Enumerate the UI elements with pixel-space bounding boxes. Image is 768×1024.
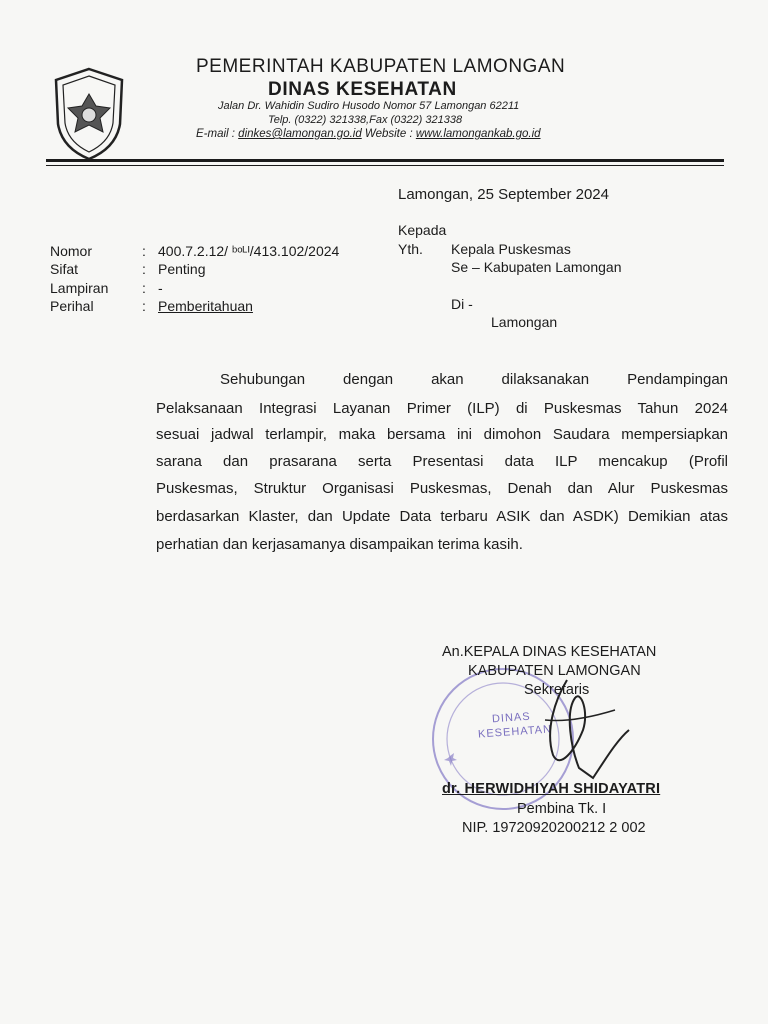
email-link[interactable]: dinkes@lamongan.go.id [238, 128, 362, 140]
body-line: berdasarkan Klaster, dan Update Data terbaru ASIK dan ASDK) Demikian atas [156, 508, 728, 525]
website-link[interactable]: www.lamongankab.go.id [415, 128, 541, 140]
kepada-label: Kepada [398, 222, 447, 238]
meta-colon: : [142, 261, 146, 277]
meta-lampiran-value: - [158, 280, 163, 296]
meta-perihal-value: Pemberitahuan [158, 298, 253, 314]
letterhead-phone: Telp. (0322) 321338,Fax (0322) 321338 [268, 114, 463, 126]
letterhead-agency: DINAS KESEHATAN [268, 79, 457, 100]
signatory-title-1: An.KEPALA DINAS KESEHATAN [442, 644, 657, 660]
meta-colon: : [142, 298, 146, 314]
lamongan-crest-icon [50, 66, 128, 162]
di-label: Di - [451, 296, 473, 312]
body-line: sarana dan prasarana serta Presentasi data ILP mencakup (Profil [156, 453, 728, 470]
letter-date: Lamongan, 25 September 2024 [398, 186, 609, 203]
signatory-position: Sekretaris [524, 682, 590, 698]
signatory-rank: Pembina Tk. I [517, 801, 607, 817]
stamp-text: DINAS [491, 710, 531, 726]
recipient-line1: Kepala Puskesmas [451, 241, 571, 257]
meta-perihal-label: Perihal [50, 298, 94, 314]
recipient-city: Lamongan [491, 314, 558, 330]
header-rule-thin [46, 165, 724, 166]
body-line: sesuai jadwal terlampir, maka bersama ini dimohon Saudara mempersiapkan [156, 426, 728, 443]
email-label: E-mail : [196, 128, 239, 140]
meta-lampiran-label: Lampiran [50, 280, 109, 296]
body-line: Puskesmas, Struktur Organisasi Puskesmas, Denah dan Alur Puskesmas [156, 480, 728, 497]
yth-label: Yth. [398, 241, 423, 257]
body-line: perhatian dan kerjasamanya disampaikan terima kasih. [156, 536, 523, 553]
body-line: Pelaksanaan Integrasi Layanan Primer (ILP) di Puskesmas Tahun 2024 [156, 400, 728, 417]
signatory-name: dr. HERWIDHIYAH SHIDAYATRI [442, 781, 661, 797]
letterhead-government: PEMERINTAH KABUPATEN LAMONGAN [196, 56, 566, 77]
website-label: Website : [361, 128, 416, 140]
meta-colon: : [142, 243, 146, 259]
meta-nomor-value: 400.7.2.12/ ᵇᵒᴸᴵ/413.102/2024 [158, 243, 340, 259]
signatory-nip: NIP. 19720920200212 2 002 [462, 820, 646, 836]
header-rule-thick [46, 159, 724, 162]
meta-nomor-label: Nomor [50, 243, 93, 259]
meta-sifat-value: Penting [158, 261, 206, 277]
signatory-title-2: KABUPATEN LAMONGAN [468, 663, 641, 679]
stamp-text: KESEHATAN [477, 723, 553, 741]
body-line: Sehubungan dengan akan dilaksanakan Pendampingan [220, 371, 728, 388]
handwritten-signature [505, 660, 645, 800]
meta-colon: : [142, 280, 146, 296]
letterhead-address: Jalan Dr. Wahidin Sudiro Husodo Nomor 57 Lamongan 62211 [218, 100, 520, 112]
letterhead-contact [196, 128, 541, 140]
meta-sifat-label: Sifat [50, 261, 79, 277]
recipient-line2: Se – Kabupaten Lamongan [451, 259, 622, 275]
